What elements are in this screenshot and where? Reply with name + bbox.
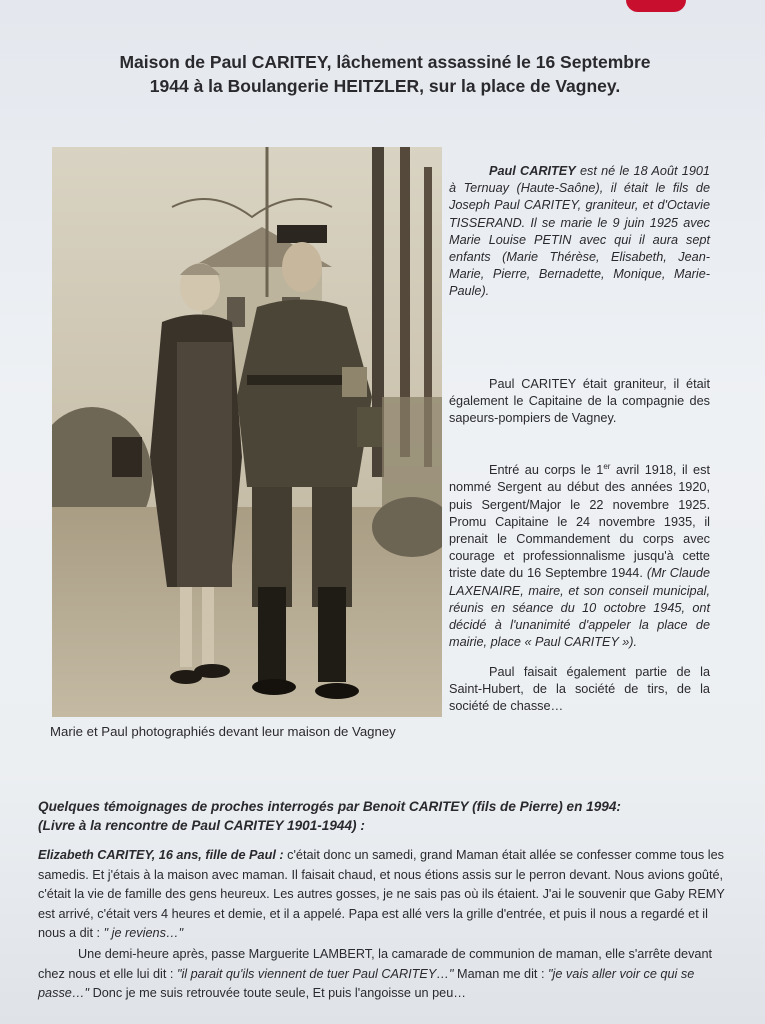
testimonies-heading: [38, 797, 738, 835]
testimony-2-b: Maman me dit :: [453, 966, 549, 981]
testimony-1: [38, 846, 738, 944]
bio-p3-sup: er: [603, 462, 611, 471]
bio-p3-b: avril 1918, il est nommé Sergent au début des années 1920, puis Sergent/Major le 22 novembre 1925. Promu Capitaine le 24 novembre 1935, il prenait le Commandement du corps avec courage et professionnalisme jusqu'à cette triste date du 16 Septembre 1944.: [449, 463, 710, 581]
red-corner-mark: [626, 0, 686, 12]
testimony-2-c: Donc je me suis retrouvée toute seule, Et puis l'angoisse un peu…: [89, 986, 466, 1000]
bio-p1-text: est né le 18 Août 1901 à Ternuay (Haute-Saône), il était le fils de Joseph Paul CARITEY, graniteur, et d'Octavie TISSERAND. Il se marie le 9 juin 1925 avec Marie Louise PETIN avec qui il aura sept enfants (Marie Thérèse, Elisabeth, Jean-Marie, Pierre, Bernadette, Monique, Marie-Paule).: [449, 164, 710, 299]
bio-p3-a: Entré au corps le 1: [489, 463, 604, 478]
bio-paragraph-4: [449, 664, 710, 716]
testimony-1-quote: " je reviens…": [103, 926, 184, 940]
bio-paragraph-3: [449, 458, 710, 651]
bio-paragraph-2: [449, 376, 710, 428]
testimony-2-a: Une demi-heure après, passe Marguerite LAMBERT, la camarade de communion de maman, elle s'arrête devant chez nous et elle lui dit :: [38, 947, 713, 981]
testimony-1-speaker: Elizabeth CARITEY, 16 ans, fille de Paul :: [38, 848, 284, 862]
testimony-2-quote-2: "je vais aller voir ce qui se passe…": [38, 966, 695, 1000]
bio-paragraph-1: [449, 163, 710, 301]
bio-name: Paul CARITEY: [489, 164, 576, 178]
page-title: [40, 50, 730, 98]
title-line-2: 1944 à la Boulangerie HEITZLER, sur la place de Vagney.: [149, 76, 621, 96]
bio-p3-italic: (Mr Claude LAXENAIRE, maire, et son conseil municipal, réunis en séance du 10 octobre 1945, ont décidé à l'unanimité d'appeler la place de mairie, place « Paul CARITEY »).: [449, 566, 711, 650]
bio-p4-text: Paul faisait également partie de la Saint-Hubert, de la société de tirs, de la société de chasse…: [449, 665, 710, 714]
title-line-1: Maison de Paul CARITEY, lâchement assassiné le 16 Septembre: [119, 52, 651, 72]
historical-photo: [52, 147, 442, 717]
testimonies-heading-line-1: Quelques témoignages de proches interrogés par Benoit CARITEY (fils de Pierre) en 1994:: [38, 799, 621, 814]
testimony-2-quote-1: "il parait qu'ils viennent de tuer Paul CARITEY…": [176, 966, 454, 981]
testimony-2: [38, 945, 738, 1004]
bio-p2-text: Paul CARITEY était graniteur, il était également le Capitaine de la compagnie des sapeurs-pompiers de Vagney.: [449, 377, 710, 426]
testimonies-heading-line-2: (Livre à la rencontre de Paul CARITEY 1901-1944) :: [38, 818, 365, 833]
testimony-1-text: c'était donc un samedi, grand Maman était allée se confesser comme tous les samedis. Et j'étais à la maison avec maman. Il faisait chaud, et nous étions assis sur le perron devant. Nous avions goûté, c'était la vie de famille des gens heureux. Les autres gosses, je ne sais pas où ils étaient. J'ai le souvenir que Gaby REMY est arrivé, c'était vers 4 heures et demie, et il a appelé. Papa est allé vers la grille d'entrée, et puis il nous a regardé et il nous a dit :: [38, 848, 725, 940]
photo-caption: Marie et Paul photographiés devant leur maison de Vagney: [50, 724, 396, 739]
